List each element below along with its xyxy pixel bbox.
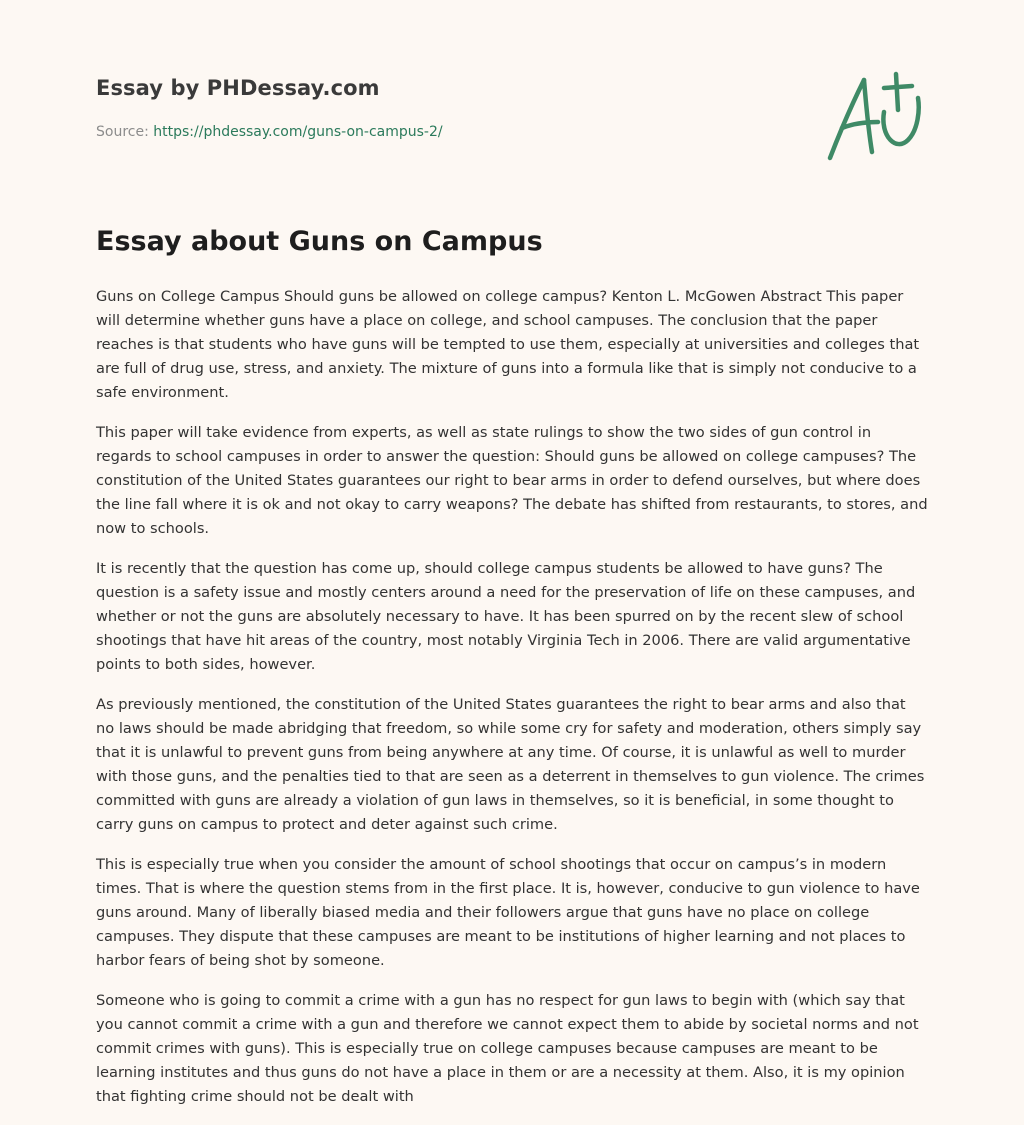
essay-title: Essay about Guns on Campus [96,226,543,257]
source-label: Source: [96,124,154,140]
source-line [96,124,443,140]
essay-paragraph-5: This is especially true when you consider the amount of school shootings that occur on campus’s in modern times. That is where the question stems from in the first place. It is, however, conducive to gun violence to have guns around. Many of liberally biased media and their followers argue that guns have no place on college campuses. They dispute that these campuses are meant to be institutions of higher learning and not places to harbor fears of being shot by someone. [96,856,920,969]
essay-paragraph-6: Someone who is going to commit a crime with a gun has no respect for gun laws to begin with (which say that you cannot commit a crime with a gun and therefore we cannot expect them to abide by societal norms and not commit crimes with guns). This is especially true on college campuses because campuses are meant to be learning institutes and thus guns do not have a place in them or are a necessity at them. Also, it is my opinion that fighting crime should not be dealt with [96,992,919,1105]
essay-paragraph-4: As previously mentioned, the constitution of the United States guarantees the right to bear arms and also that no laws should be made abridging that freedom, so while some cry for safety and moderation, others simply say that it is unlawful to prevent guns from being anywhere at any time. Of course, it is unlawful as well to murder with those guns, and the penalties tied to that are seen as a deterrent in themselves to gun violence. The crimes committed with guns are already a violation of gun laws in themselves, so it is beneficial, in some thought to carry guns on campus to protect and deter against such crime. [96,696,925,833]
source-link[interactable]: https://phdessay.com/guns-on-campus-2/ [153,124,443,140]
essay-paragraph-2: This paper will take evidence from experts, as well as state rulings to show the two sides of gun control in regards to school campuses in order to answer the question: Should guns be allowed on college campuses? The constitution of the United States guarantees our right to bear arms in order to defend ourselves, but where does the line fall where it is ok and not okay to carry weapons? The debate has shifted from restaurants, to stores, and now to schools. [96,424,928,537]
essay-paragraph-1: Guns on College Campus Should guns be allowed on college campus? Kenton L. McGowen Abstract This paper will determine whether guns have a place on college, and school campuses. The conclusion that the paper reaches is that students who have guns will be tempted to use them, especially at universities and colleges that are full of drug use, stress, and anxiety. The mixture of guns into a formula like that is simply not conducive to a safe environment. [96,288,920,401]
essay-paragraph-3: It is recently that the question has come up, should college campus students be allowed to have guns? The question is a safety issue and mostly centers around a need for the preservation of life on these campuses, and whether or not the guns are absolutely necessary to have. It has been spurred on by the recent slew of school shootings that have hit areas of the country, most notably Virginia Tech in 2006. There are valid argumentative points to both sides, however. [96,560,916,673]
a-plus-logo-icon [822,66,930,166]
site-title: Essay by PHDessay.com [96,76,380,100]
essay-body [96,285,928,1125]
